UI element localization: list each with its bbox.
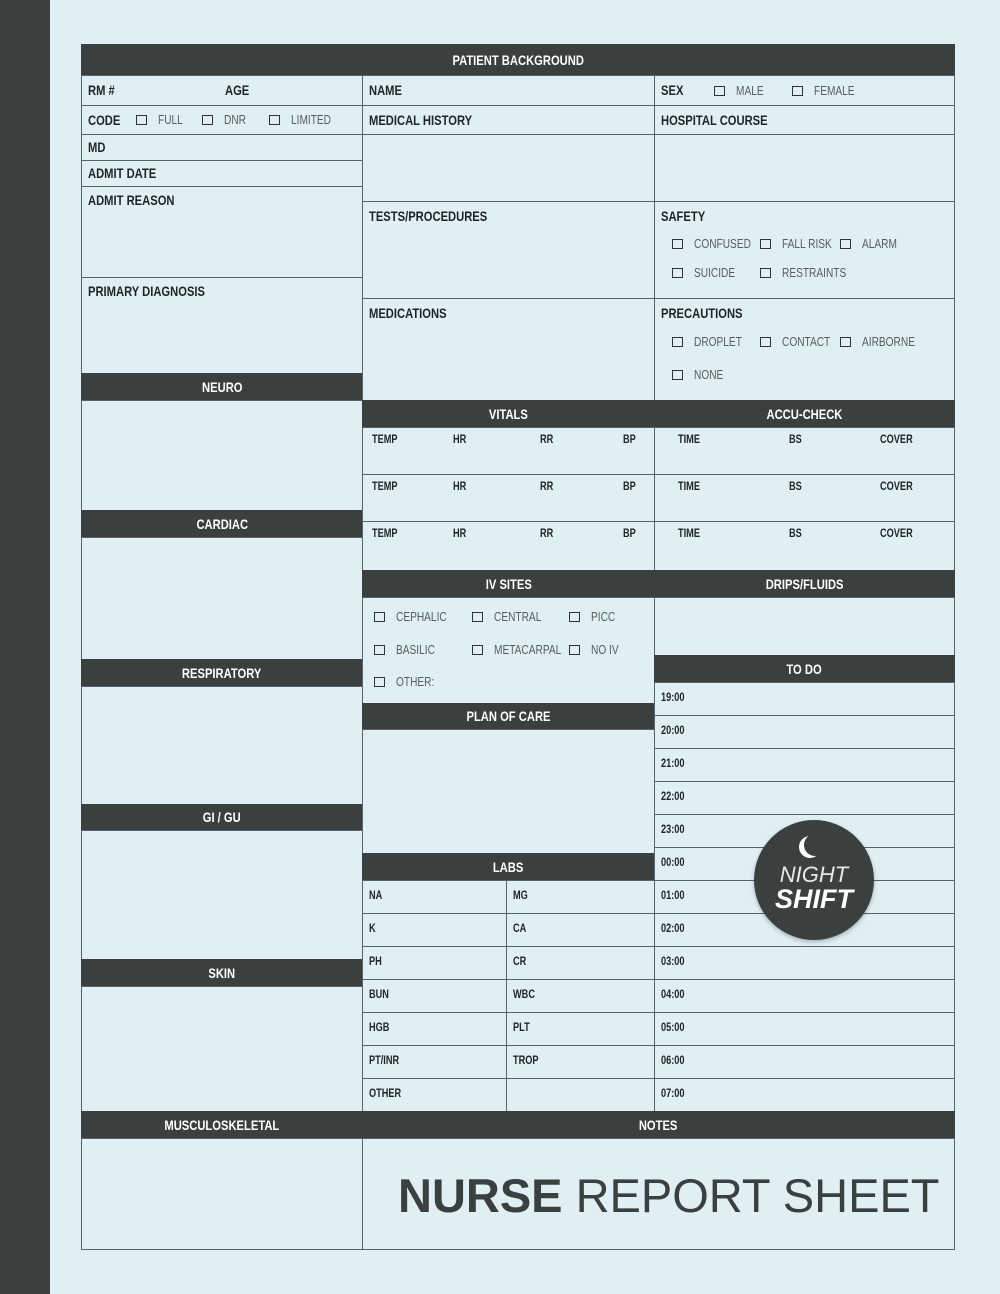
- patient-background-header-label: PATIENT BACKGROUND: [452, 52, 584, 68]
- labs-header-label: LABS: [493, 858, 524, 875]
- todo-time: 03:00: [661, 956, 685, 968]
- sex-option-1-checkbox[interactable]: [792, 86, 803, 96]
- precaution-option-0-label: DROPLET: [694, 334, 742, 349]
- lab-cell[interactable]: [506, 1078, 655, 1112]
- iv-option-3-label: BASILIC: [396, 642, 435, 657]
- patient-background-header: [81, 44, 955, 76]
- precaution-option-1-checkbox[interactable]: [760, 337, 771, 347]
- todo-time: 19:00: [661, 692, 685, 704]
- accu-check-header: [654, 400, 955, 427]
- primary-diagnosis-label: PRIMARY DIAGNOSIS: [88, 283, 205, 299]
- todo-time: 04:00: [661, 989, 685, 1001]
- md-field[interactable]: [81, 134, 363, 161]
- vitals-col-label: RR: [540, 481, 554, 493]
- drips-fluids-header-label: DRIPS/FLUIDS: [765, 575, 844, 592]
- vitals-col-label: HR: [453, 434, 467, 446]
- iv-option-5-checkbox[interactable]: [569, 645, 580, 655]
- cardiac-field[interactable]: [81, 537, 363, 660]
- vitals-col-label: RR: [540, 434, 554, 446]
- lab-label: OTHER: [369, 1088, 402, 1100]
- name-field[interactable]: [362, 75, 655, 106]
- precautions-label: PRECAUTIONS: [661, 305, 743, 321]
- lab-cell[interactable]: [362, 913, 507, 947]
- iv-option-0-label: CEPHALIC: [396, 609, 447, 624]
- left-binding-strip: [0, 0, 50, 1294]
- todo-row[interactable]: [654, 1078, 955, 1112]
- rm-age-field[interactable]: [81, 75, 363, 106]
- safety-option-4-label: RESTRAINTS: [782, 265, 847, 280]
- code-option-1-label: DNR: [224, 112, 246, 127]
- accu-col-label: COVER: [880, 528, 913, 540]
- todo-time: 07:00: [661, 1088, 685, 1100]
- cardiac-header-label: CARDIAC: [196, 515, 248, 532]
- skin-header: [81, 959, 363, 986]
- iv-option-2-checkbox[interactable]: [569, 612, 580, 622]
- todo-time: 05:00: [661, 1022, 685, 1034]
- code-option-1-checkbox[interactable]: [202, 115, 213, 125]
- precaution-option-3-checkbox[interactable]: [672, 370, 683, 380]
- vitals-header: [362, 400, 655, 427]
- neuro-header: [81, 373, 363, 400]
- safety-option-1-checkbox[interactable]: [760, 239, 771, 249]
- iv-sites-header-label: IV SITES: [485, 575, 532, 592]
- iv-option-5-label: NO IV: [591, 642, 619, 657]
- iv-option-4-checkbox[interactable]: [472, 645, 483, 655]
- accu-col-label: BS: [789, 434, 802, 446]
- precaution-option-0-checkbox[interactable]: [672, 337, 683, 347]
- title-rest: REPORT SHEET: [575, 1169, 940, 1222]
- iv-option-6-checkbox[interactable]: [374, 677, 385, 687]
- sex-option-1-label: FEMALE: [814, 83, 855, 98]
- code-option-0-checkbox[interactable]: [136, 115, 147, 125]
- todo-time: 00:00: [661, 857, 685, 869]
- respiratory-header-label: RESPIRATORY: [182, 664, 262, 681]
- vitals-col-label: HR: [453, 481, 467, 493]
- lab-cell[interactable]: [506, 946, 655, 980]
- drips-fluids-field[interactable]: [654, 597, 955, 656]
- iv-option-0-checkbox[interactable]: [374, 612, 385, 622]
- safety-option-0-checkbox[interactable]: [672, 239, 683, 249]
- labs-header: [362, 853, 655, 880]
- md-label: MD: [88, 139, 106, 155]
- code-label: CODE: [88, 112, 121, 128]
- lab-label: TROP: [513, 1055, 539, 1067]
- safety-option-2-checkbox[interactable]: [840, 239, 851, 249]
- todo-row[interactable]: [654, 1012, 955, 1046]
- safety-option-4-checkbox[interactable]: [760, 268, 771, 278]
- lab-label: HGB: [369, 1022, 390, 1034]
- lab-label: PT/INR: [369, 1055, 400, 1067]
- badge-line2: SHIFT: [775, 884, 853, 914]
- vitals-col-label: TEMP: [372, 528, 398, 540]
- code-option-0-label: FULL: [158, 112, 183, 127]
- skin-field[interactable]: [81, 986, 363, 1112]
- todo-time: 22:00: [661, 791, 685, 803]
- tests-label: TESTS/PROCEDURES: [369, 208, 488, 224]
- todo-row[interactable]: [654, 715, 955, 749]
- safety-label: SAFETY: [661, 208, 706, 224]
- title-bold: NURSE: [398, 1169, 563, 1222]
- page-title: [398, 1168, 940, 1223]
- notes-header-label: NOTES: [639, 1116, 678, 1133]
- precaution-option-1-label: CONTACT: [782, 334, 831, 349]
- vitals-col-label: BP: [623, 528, 636, 540]
- accu-col-label: COVER: [880, 481, 913, 493]
- cardiac-header: [81, 510, 363, 537]
- todo-time: 02:00: [661, 923, 685, 935]
- musculoskeletal-header-label: MUSCULOSKELETAL: [164, 1116, 280, 1133]
- neuro-field[interactable]: [81, 400, 363, 511]
- plan-of-care-header: [362, 703, 655, 729]
- iv-option-2-label: PICC: [591, 609, 616, 624]
- accu-col-label: TIME: [678, 528, 700, 540]
- todo-row[interactable]: [654, 1045, 955, 1079]
- name-label: NAME: [369, 82, 402, 98]
- sex-label: SEX: [661, 82, 684, 98]
- vitals-col-label: HR: [453, 528, 467, 540]
- safety-option-0-label: CONFUSED: [694, 236, 751, 251]
- accu-col-label: TIME: [678, 434, 700, 446]
- lab-label: K: [369, 923, 376, 935]
- todo-row[interactable]: [654, 979, 955, 1013]
- precaution-option-2-label: AIRBORNE: [862, 334, 915, 349]
- precaution-option-2-checkbox[interactable]: [840, 337, 851, 347]
- lab-label: CA: [513, 923, 527, 935]
- vitals-row[interactable]: [362, 521, 655, 571]
- lab-cell[interactable]: [362, 880, 507, 914]
- accu-check-header-label: ACCU-CHECK: [766, 405, 843, 422]
- admit-reason-label: ADMIT REASON: [88, 192, 175, 208]
- gi_gu-header-label: GI / GU: [203, 809, 241, 825]
- musculoskeletal-header: [81, 1111, 363, 1138]
- respiratory-field[interactable]: [81, 686, 363, 805]
- iv-option-4-label: METACARPAL: [494, 642, 562, 657]
- safety-option-3-label: SUICIDE: [694, 265, 736, 280]
- medications-label: MEDICATIONS: [369, 305, 447, 321]
- drips-fluids-header: [654, 570, 955, 597]
- lab-cell[interactable]: [362, 946, 507, 980]
- iv-option-1-label: CENTRAL: [494, 609, 542, 624]
- precaution-option-3-label: NONE: [694, 367, 724, 382]
- lab-cell[interactable]: [506, 913, 655, 947]
- vitals-col-label: BP: [623, 434, 636, 446]
- code-option-2-checkbox[interactable]: [269, 115, 280, 125]
- skin-header-label: SKIN: [208, 964, 236, 981]
- lab-label: CR: [513, 956, 527, 968]
- vitals-row[interactable]: [362, 427, 655, 475]
- vitals-col-label: TEMP: [372, 481, 398, 493]
- medical-history-label: MEDICAL HISTORY: [369, 112, 473, 128]
- todo-row[interactable]: [654, 682, 955, 716]
- admit-date-label: ADMIT DATE: [88, 165, 157, 181]
- respiratory-header: [81, 659, 363, 686]
- todo-row[interactable]: [654, 781, 955, 815]
- todo-time: 21:00: [661, 758, 685, 770]
- iv-option-3-checkbox[interactable]: [374, 645, 385, 655]
- iv-sites-header: [362, 570, 655, 597]
- neuro-header-label: NEURO: [201, 378, 243, 395]
- gi_gu-header: [81, 804, 363, 830]
- todo-header: [654, 655, 955, 682]
- hospital-course-label: HOSPITAL COURSE: [661, 112, 768, 128]
- todo-time: 20:00: [661, 725, 685, 737]
- lab-label: PH: [369, 956, 382, 968]
- lab-label: MG: [513, 890, 528, 902]
- todo-time: 06:00: [661, 1055, 685, 1067]
- todo-time: 01:00: [661, 890, 685, 902]
- vitals-header-label: VITALS: [489, 405, 528, 422]
- lab-label: PLT: [513, 1022, 530, 1034]
- vitals-row[interactable]: [362, 474, 655, 522]
- safety-option-1-label: FALL RISK: [782, 236, 832, 251]
- plan-of-care-header-label: PLAN OF CARE: [466, 708, 551, 724]
- rm-label: RM #: [88, 82, 115, 98]
- todo-time: 23:00: [661, 824, 685, 836]
- todo-row[interactable]: [654, 946, 955, 980]
- safety-option-2-label: ALARM: [862, 236, 897, 251]
- todo-header-label: TO DO: [786, 660, 823, 677]
- sex-option-0-checkbox[interactable]: [714, 86, 725, 96]
- age-label: AGE: [225, 82, 250, 98]
- notes-header: [362, 1111, 955, 1138]
- vitals-col-label: TEMP: [372, 434, 398, 446]
- vitals-col-label: BP: [623, 481, 636, 493]
- lab-label: NA: [369, 890, 383, 902]
- moon-icon: [804, 834, 826, 856]
- lab-label: WBC: [513, 989, 535, 1001]
- todo-row[interactable]: [654, 748, 955, 782]
- code-option-2-label: LIMITED: [291, 112, 332, 127]
- sex-option-0-label: MALE: [736, 83, 764, 98]
- accu-col-label: COVER: [880, 434, 913, 446]
- safety-option-3-checkbox[interactable]: [672, 268, 683, 278]
- badge-line1: NIGHT: [779, 862, 849, 887]
- accu-col-label: BS: [789, 528, 802, 540]
- musculoskeletal-field[interactable]: [81, 1138, 363, 1250]
- hospital-course-notes[interactable]: [654, 134, 955, 202]
- sex-field[interactable]: [654, 75, 955, 106]
- gi_gu-field[interactable]: [81, 830, 363, 960]
- medical-history-notes[interactable]: [362, 134, 655, 202]
- vitals-col-label: RR: [540, 528, 554, 540]
- accu-col-label: TIME: [678, 481, 700, 493]
- plan-of-care-field[interactable]: [362, 729, 655, 854]
- lab-label: BUN: [369, 989, 389, 1001]
- iv-option-6-label: OTHER:: [396, 674, 435, 689]
- iv-option-1-checkbox[interactable]: [472, 612, 483, 622]
- lab-cell[interactable]: [506, 880, 655, 914]
- night-shift-badge: [754, 820, 874, 940]
- accu-col-label: BS: [789, 481, 802, 493]
